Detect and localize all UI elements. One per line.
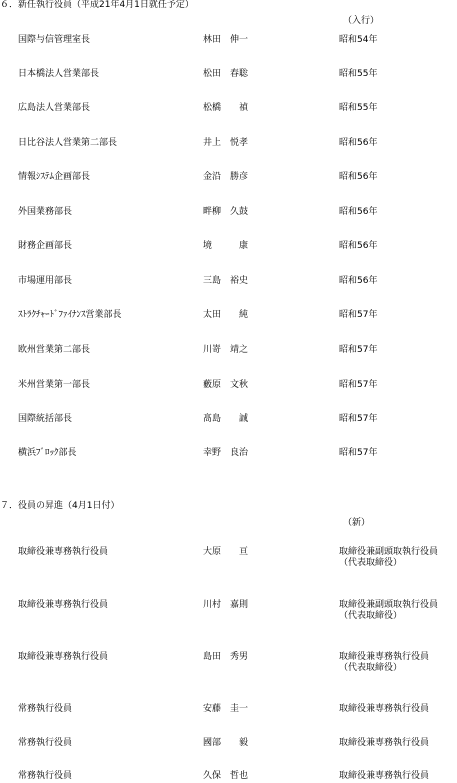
row-name: 國部 毅 [203,738,249,748]
row-year: 昭和57年 [339,448,378,458]
new-position-line1: 取締役兼副頭取執行役員 [339,600,439,610]
row-new-position [339,600,438,622]
row-year: 昭和56年 [339,172,378,182]
new-position-line2: （代表取締役） [339,663,403,673]
row-title: 常務執行役員 [18,738,73,748]
row-title: 財務企画部長 [18,241,73,251]
row-name: 大原 亘 [203,547,249,557]
row-year: 昭和57年 [339,414,378,424]
row-title: 常務執行役員 [18,771,73,781]
row-title: 広島法人営業部長 [18,103,91,113]
row-year: 昭和54年 [339,35,378,45]
row-title: 欧州営業第二部長 [18,345,91,355]
row-name: 畔柳 久鼓 [203,207,249,217]
new-position-line1: 取締役兼専務執行役員 [339,652,430,662]
row-name: 太田 純 [203,310,249,320]
row-name: 髙島 誠 [203,414,249,424]
row-new-position: 取締役兼専務執行役員 [339,704,430,714]
row-title: 外国業務部長 [18,207,73,217]
row-year: 昭和57年 [339,310,378,320]
row-name: 川村 嘉則 [203,600,249,610]
section7-column-note: （新） [343,518,371,528]
row-name: 松橋 禎 [203,103,249,113]
row-year: 昭和56年 [339,241,378,251]
row-title: 米州営業第一部長 [18,380,91,390]
row-name: 藪原 文秋 [203,380,249,390]
row-name: 金沿 勝彦 [203,172,249,182]
row-title: 市場運用部長 [18,276,73,286]
row-title: 常務執行役員 [18,704,73,714]
row-name: 林田 伸一 [203,35,249,45]
row-year: 昭和55年 [339,69,378,79]
new-position-line1: 取締役兼副頭取執行役員 [339,547,439,557]
row-new-position: 取締役兼専務執行役員 [339,738,430,748]
row-title: 国際与信管理室長 [18,35,91,45]
row-name: 境 康 [203,241,249,251]
row-title: 取締役兼専務執行役員 [18,652,109,662]
row-title: 取締役兼専務執行役員 [18,600,109,610]
row-title: 日本橋法人営業部長 [18,69,100,79]
row-title: 取締役兼専務執行役員 [18,547,109,557]
row-name: 松田 春聡 [203,69,249,79]
row-name: 井上 悦孝 [203,138,249,148]
section6-column-note: （入行） [343,16,380,26]
row-name: 安藤 圭一 [203,704,249,714]
row-title: 国際統括部長 [18,414,73,424]
row-name: 川嵜 靖之 [203,345,249,355]
row-year: 昭和56年 [339,207,378,217]
row-year: 昭和57年 [339,380,378,390]
row-year: 昭和55年 [339,103,378,113]
new-position-line2: （代表取締役） [339,611,403,621]
row-title: ｽﾄﾗｸﾁｬｰﾄﾞﾌｧｲﾅﾝｽ営業部長 [18,310,122,320]
row-title: 情報ｼｽﾃﾑ企画部長 [18,172,91,182]
row-new-position [339,652,429,674]
row-year: 昭和56年 [339,276,378,286]
section6-heading: ６．新任執行役員（平成21年4月1日就任予定） [0,0,194,10]
row-title: 横浜ﾌﾞﾛｯｸ部長 [18,448,77,458]
row-name: 幸野 良治 [203,448,249,458]
row-year: 昭和56年 [339,138,378,148]
row-name: 三島 裕史 [203,276,249,286]
row-title: 日比谷法人営業第二部長 [18,138,118,148]
new-position-line2: （代表取締役） [339,558,403,568]
row-name: 久保 哲也 [203,771,249,781]
section7-heading: ７．役員の昇進（4月1日付） [0,501,120,511]
row-name: 島田 秀男 [203,652,249,662]
row-new-position [339,547,438,569]
row-new-position: 取締役兼専務執行役員 [339,771,430,781]
row-year: 昭和57年 [339,345,378,355]
